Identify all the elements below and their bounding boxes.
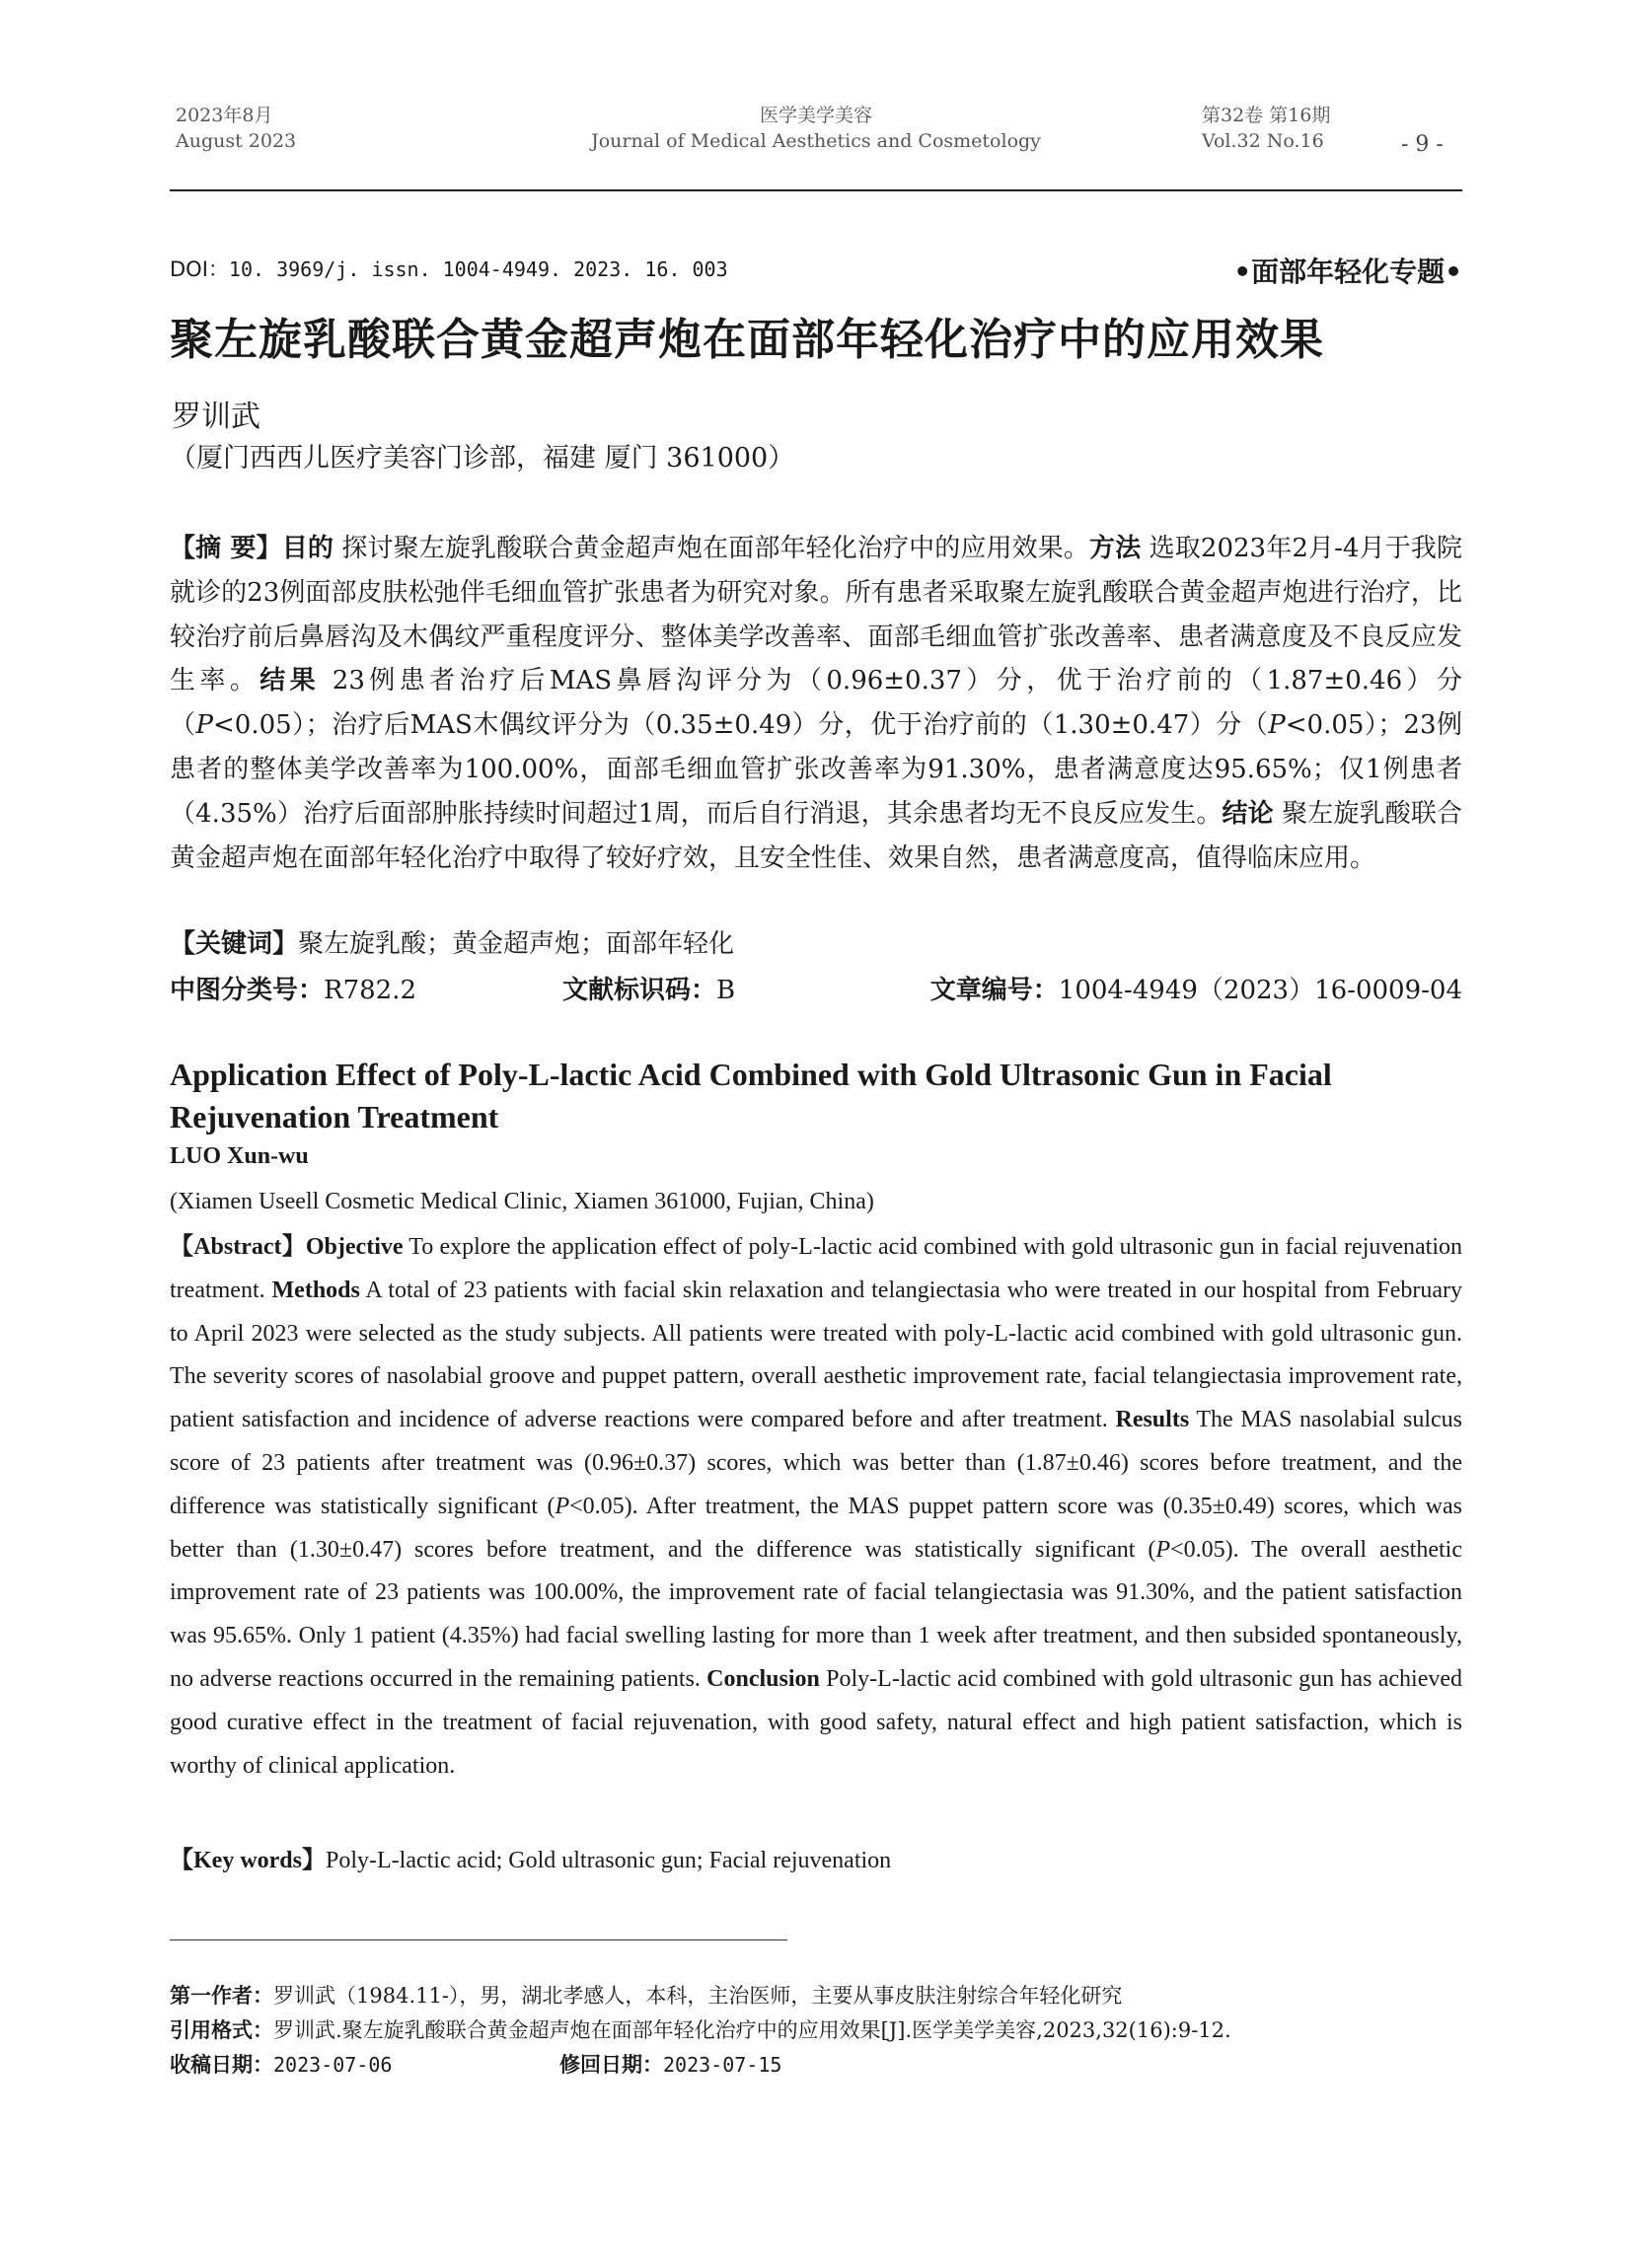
article-number-value: 1004-4949（2023）16-0009-04 xyxy=(1058,976,1462,1005)
abstract-cn-methods-label: 方法 xyxy=(1089,534,1142,563)
abstract-cn-methods: 选取2023年2月-4月于我院就诊的23例面部皮肤松弛伴毛细血管扩张患者为研究对象。所有患者采取聚左旋乳酸联合黄金超声炮进行治疗，比较治疗前后鼻唇沟及木偶纹严重程度评分、整体美学改善率、面部毛细血管扩张改善率、患者满意度及不良反应发生率。 xyxy=(170,534,1462,696)
clc-value: R782.2 xyxy=(324,976,417,1005)
document-code-value: B xyxy=(716,976,736,1005)
abstract-en-methods: A total of 23 patients with facial skin relaxation and telangiectasia who were treated in our hospital from February to April 2023 were selected as the study subjects. All patients were treated with poly-L-lactic acid combined with gold ultrasonic gun. The severity scores of nasolabial groove and puppet pattern, overall aesthetic improvement rate, facial telangiectasia improvement rate, patient satisfaction and incidence of adverse reactions were compared before and after treatment. xyxy=(170,1277,1462,1433)
abstract-cn-label: 【摘 要】 xyxy=(170,534,282,563)
abstract-en-results-3: <0.05). The overall aesthetic improvement rate of 23 patients was 100.00%, the improvement rate of facial telangiectasia was 91.30%, and the patient satisfaction was 95.65%. Only 1 patient (4.35%) had facial swelling lasting for more than 1 week after treatment, and then subsided spontaneously, no adverse reactions occurred in the remaining patients. xyxy=(170,1536,1462,1692)
page-number: - 9 - xyxy=(1401,132,1444,157)
revised-value: 2023-07-15 xyxy=(663,2053,782,2077)
citation-label: 引用格式： xyxy=(170,2018,273,2042)
article-title-en: Application Effect of Poly-L-lactic Acid Combined with Gold Ultrasonic Gun in Facial Rejuvenation Treatment xyxy=(170,1057,1332,1134)
abstract-cn-objective-label: 目的 xyxy=(281,534,334,563)
affiliation-cn: （厦门西西儿医疗美容门诊部，福建 厦门 361000） xyxy=(170,443,795,474)
revised-label: 修回日期： xyxy=(559,2053,663,2077)
abstract-cn-results-label: 结果 xyxy=(260,666,321,696)
abstract-en-label: 【Abstract】 xyxy=(170,1234,306,1260)
abstract-en-results-1: The MAS nasolabial sulcus score of 23 patients after treatment was (0.96±0.37) scores, which was better than (1.87±0.46) scores before treatment, and the difference was statistically significant ( xyxy=(170,1407,1462,1519)
keywords-cn xyxy=(170,923,734,960)
footnote-received xyxy=(170,2049,392,2079)
affiliation-en: (Xiamen Useell Cosmetic Medical Clinic, Xiamen 361000, Fujian, China) xyxy=(170,1189,874,1214)
keywords-cn-label: 【关键词】 xyxy=(170,929,299,959)
abstract-cn-results-2: <0.05）；治疗后MAS木偶纹评分为（0.35±0.49）分，优于治疗前的（1.30±0.47）分（ xyxy=(213,710,1269,741)
received-value: 2023-07-06 xyxy=(273,2053,393,2077)
article-number-label: 文章编号： xyxy=(929,976,1059,1005)
abstract-cn-conclusion-label: 结论 xyxy=(1222,798,1274,829)
document-code-label: 文献标识码： xyxy=(562,976,717,1005)
author-cn: 罗训武 xyxy=(172,400,260,434)
keywords-en xyxy=(170,1840,891,1874)
header-divider xyxy=(170,189,1462,191)
header-journal-en: Journal of Medical Aesthetics and Cosmetology xyxy=(591,130,1041,152)
header-volume xyxy=(1202,103,1330,154)
footnote-divider xyxy=(170,1939,787,1940)
abstract-cn-results-3: <0.05）；23例患者的整体美学改善率为100.00%，面部毛细血管扩张改善率为91.30%，患者满意度达95.65%；仅1例患者（4.35%）治疗后面部肿胀持续时间超过1周，而后自行消退，其余患者均无不良反应发生。 xyxy=(170,710,1462,829)
abstract-cn-conclusion: 聚左旋乳酸联合黄金超声炮在面部年轻化治疗中取得了较好疗效，且安全性佳、效果自然，患者满意度高，值得临床应用。 xyxy=(170,798,1462,873)
citation-value: 罗训武.聚左旋乳酸联合黄金超声炮在面部年轻化治疗中的应用效果[J].医学美学美容,2023,32(16):9-12. xyxy=(273,2018,1231,2042)
abstract-en-p-symbol: P xyxy=(555,1493,570,1519)
document-code xyxy=(562,970,735,1006)
abstract-cn-p-symbol: P xyxy=(1268,710,1286,741)
first-author-label: 第一作者： xyxy=(170,1984,273,2008)
footnote-citation xyxy=(170,2014,1231,2044)
header-date-en: August 2023 xyxy=(176,130,297,152)
doi-value[interactable]: 10. 3969/j. issn. 1004-4949. 2023. 16. 003 xyxy=(228,257,728,281)
abstract-en-conclusion: Poly-L-lactic acid combined with gold ultrasonic gun has achieved good curative effect in the treatment of facial rejuvenation, with good safety, natural effect and high patient satisfaction, which is worthy of clinical application. xyxy=(170,1665,1462,1779)
abstract-en xyxy=(170,1226,1462,1788)
abstract-cn xyxy=(170,527,1462,880)
abstract-en-conclusion-label: Conclusion xyxy=(706,1665,820,1692)
abstract-cn-p-symbol: P xyxy=(195,710,213,741)
clc-number xyxy=(170,970,416,1006)
abstract-en-results-2: <0.05). After treatment, the MAS puppet pattern score was (0.35±0.49) scores, which was better than (1.30±0.47) scores before treatment, and the difference was statistically significant ( xyxy=(170,1493,1462,1563)
abstract-en-p-symbol: P xyxy=(1155,1536,1171,1563)
special-topic: •面部年轻化专题• xyxy=(1233,256,1462,288)
author-en: LUO Xun-wu xyxy=(170,1143,309,1169)
keywords-cn-value: 聚左旋乳酸；黄金超声炮；面部年轻化 xyxy=(298,929,735,959)
doi-label: DOI： xyxy=(170,257,229,281)
abstract-cn-objective: 探讨聚左旋乳酸联合黄金超声炮在面部年轻化治疗中的应用效果。 xyxy=(333,534,1090,563)
header-journal xyxy=(0,103,1632,154)
received-label: 收稿日期： xyxy=(170,2053,273,2077)
first-author-value: 罗训武（1984.11-），男，湖北孝感人，本科，主治医师，主要从事皮肤注射综合年轻化研究 xyxy=(273,1984,1123,2008)
footnote-revised xyxy=(559,2049,781,2079)
footnote-first-author xyxy=(170,1980,1122,2010)
doi xyxy=(170,254,728,283)
keywords-en-value: Poly-L-lactic acid; Gold ultrasonic gun; Facial rejuvenation xyxy=(326,1848,892,1873)
header-date-cn: 2023年8月 xyxy=(176,105,273,126)
clc-label: 中图分类号： xyxy=(170,976,325,1005)
article-number xyxy=(930,970,1462,1006)
abstract-en-results-label: Results xyxy=(1115,1407,1190,1433)
header-volume-cn: 第32卷 第16期 xyxy=(1202,105,1331,126)
abstract-cn-results-1: 23例患者治疗后MAS鼻唇沟评分为（0.96±0.37）分，优于治疗前的（1.87±0.46）分（ xyxy=(170,666,1462,741)
abstract-en-objective-label: Objective xyxy=(305,1234,404,1260)
abstract-en-methods-label: Methods xyxy=(271,1277,360,1303)
abstract-en-objective: To explore the application effect of poly-L-lactic acid combined with gold ultrasonic gun in facial rejuvenation treatment. xyxy=(170,1234,1462,1303)
header-journal-cn: 医学美学美容 xyxy=(759,105,872,126)
article-title-cn: 聚左旋乳酸联合黄金超声炮在面部年轻化治疗中的应用效果 xyxy=(170,315,1324,365)
header-volume-en: Vol.32 No.16 xyxy=(1202,130,1324,152)
keywords-en-label: 【Key words】 xyxy=(170,1848,326,1873)
